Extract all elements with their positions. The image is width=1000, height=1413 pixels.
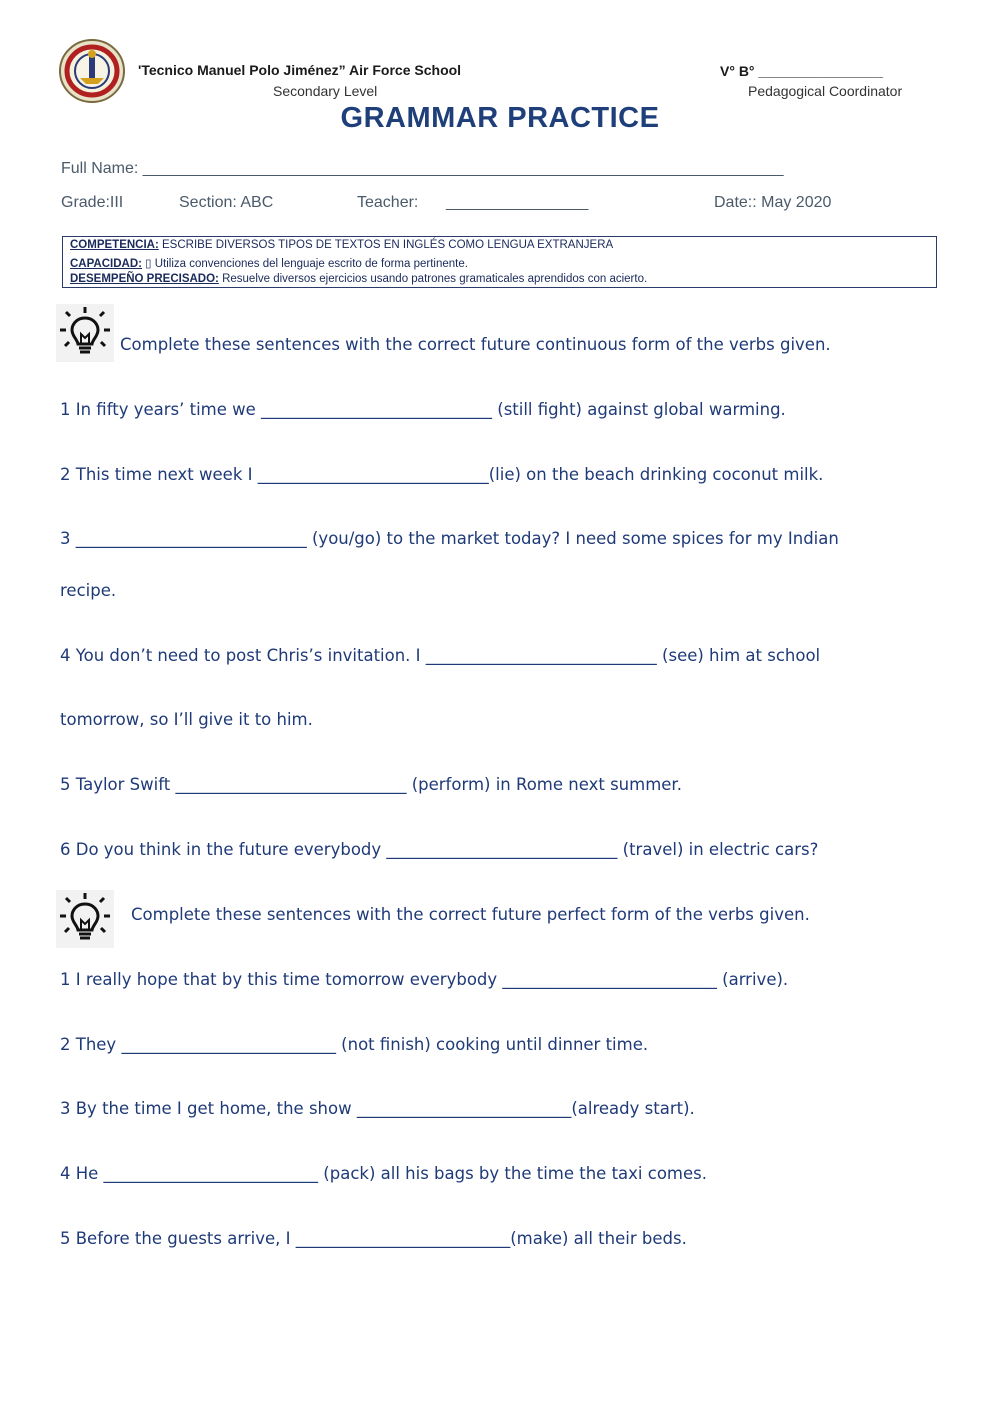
lightbulb-icon <box>56 304 114 362</box>
instruction-future-perfect: Complete these sentences with the correct future perfect form of the verbs given. <box>131 905 810 924</box>
exercise-sentence-continued: recipe. <box>60 581 117 600</box>
desempeno-label: DESEMPEÑO PRECISADO: <box>70 273 219 285</box>
competencia-text: ESCRIBE DIVERSOS TIPOS DE TEXTOS EN INGLÉS COMO LENGUA EXTRANJERA <box>158 239 614 251</box>
exercise-sentence[interactable]: 4 You don’t need to post Chris’s invitation. I ____________________________ (see) him at school <box>60 646 821 665</box>
grade-field: Grade:III <box>61 194 124 211</box>
competencia-line <box>70 239 613 251</box>
page-title: GRAMMAR PRACTICE <box>340 102 660 134</box>
teacher-field[interactable]: ________________ <box>446 194 589 211</box>
desempeno-text: Resuelve diversos ejercicios usando patrones gramaticales aprendidos con acierto. <box>218 273 648 285</box>
school-name: 'Tecnico Manuel Polo Jiménez” Air Force School <box>138 62 462 78</box>
capacidad-label: CAPACIDAD: <box>70 258 142 270</box>
full-name-field[interactable]: Full Name: ________________________________________________________________________ <box>61 160 784 177</box>
approval-line: V° B° ________________ <box>720 63 884 79</box>
exercise-sentence[interactable]: 6 Do you think in the future everybody ____________________________ (travel) in electric cars? <box>60 840 819 859</box>
exercise-sentence[interactable]: 3 By the time I get home, the show __________________________(already start). <box>60 1099 695 1118</box>
section-field: Section: ABC <box>179 194 274 211</box>
exercise-sentence[interactable]: 1 In fifty years’ time we ____________________________ (still fight) against global warming. <box>60 400 786 419</box>
exercise-sentence[interactable]: 3 ____________________________ (you/go) to the market today? I need some spices for my Indian <box>60 529 839 548</box>
school-crest-logo <box>58 38 126 104</box>
exercise-sentence[interactable]: 5 Before the guests arrive, I __________________________(make) all their beds. <box>60 1229 687 1248</box>
instruction-future-continuous: Complete these sentences with the correct future continuous form of the verbs given. <box>120 335 831 354</box>
exercise-sentence[interactable]: 2 This time next week I ____________________________(lie) on the beach drinking coconut milk. <box>60 465 824 484</box>
date-field: Date:: May 2020 <box>714 194 832 211</box>
capacidad-text: ▯ Utiliza convenciones del lenguaje escrito de forma pertinente. <box>141 258 468 270</box>
capacidad-line <box>70 256 468 270</box>
exercise-sentence[interactable]: 5 Taylor Swift ____________________________ (perform) in Rome next summer. <box>60 775 682 794</box>
desempeno-line <box>70 273 647 285</box>
school-level: Secondary Level <box>273 83 378 99</box>
teacher-label: Teacher: <box>357 194 419 211</box>
exercise-sentence[interactable]: 4 He __________________________ (pack) all his bags by the time the taxi comes. <box>60 1164 707 1183</box>
exercise-sentence[interactable]: 1 I really hope that by this time tomorrow everybody __________________________ (arrive). <box>60 970 789 989</box>
competencia-label: COMPETENCIA: <box>70 239 159 251</box>
lightbulb-icon <box>56 890 114 948</box>
competencia-box <box>62 236 937 288</box>
coordinator-label: Pedagogical Coordinator <box>748 83 903 99</box>
exercise-sentence-continued: tomorrow, so I’ll give it to him. <box>60 710 313 729</box>
exercise-sentence[interactable]: 2 They __________________________ (not finish) cooking until dinner time. <box>60 1035 649 1054</box>
